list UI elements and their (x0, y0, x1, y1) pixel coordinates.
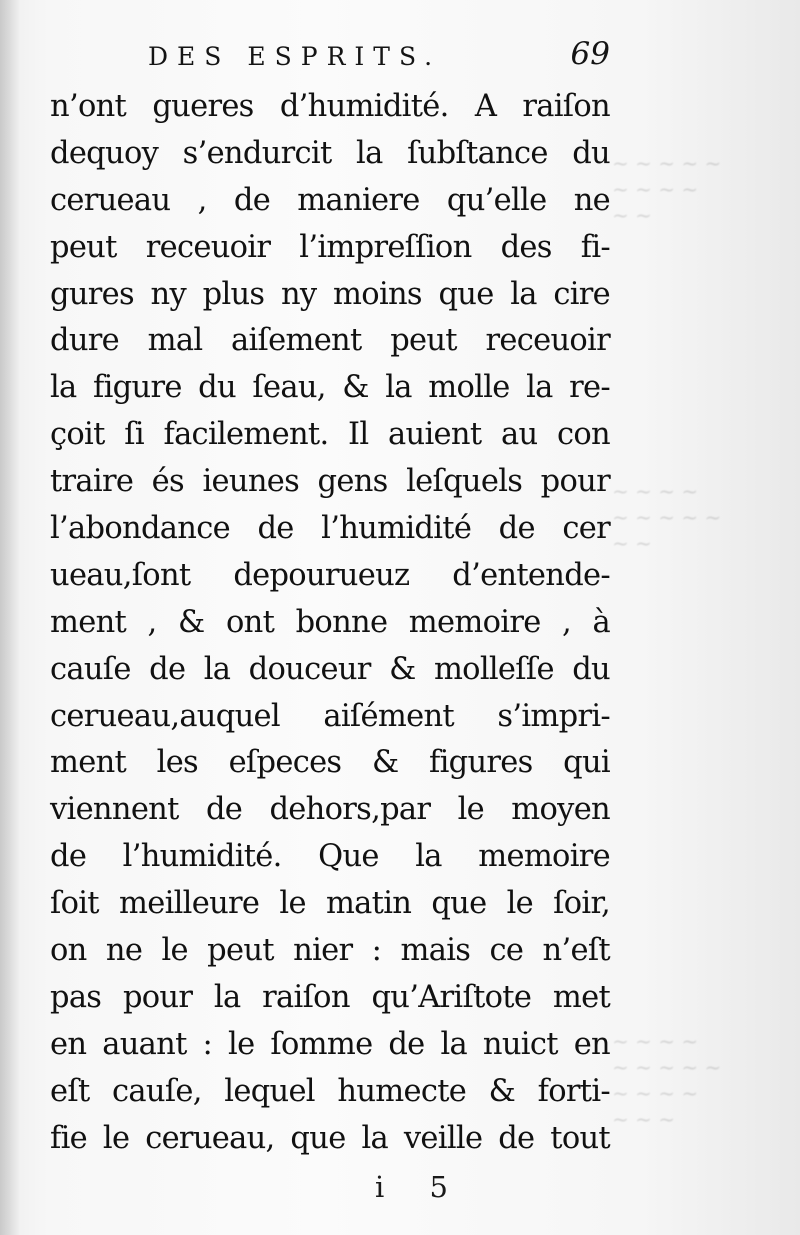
page-number: 69 (570, 36, 610, 72)
text-line: çoit ſi facilement. Il auient au con (50, 417, 610, 453)
text-line: gures ny plus ny moins que la cire (50, 276, 610, 312)
show-through-text: ~ ~ ~ ~ ~ ~ ~ ~ ~ ~ ~ ~ ~ ~ ~ ~ (612, 1029, 722, 1131)
body-text (50, 84, 610, 1162)
text-line: ment les eſpeces & figures qui (50, 745, 610, 781)
text-line: n’ont gueres d’humidité. A raiſon (50, 89, 610, 124)
signature-mark: i 5 (375, 1170, 466, 1204)
text-line: ment , & ont bonne memoire , à (50, 604, 610, 640)
show-through-text: ~ ~ ~ ~ ~ ~ ~ ~ ~ ~ ~ (612, 151, 722, 227)
text-line: en auant : le ſomme de la nuict en (50, 1026, 610, 1062)
text-line: l’abondance de l’humidité de cer (50, 511, 610, 547)
show-through-text: ~ ~ ~ ~ ~ ~ ~ ~ ~ ~ ~ (612, 479, 722, 555)
text-line: cerueau,auquel aiſément s’impri- (50, 698, 610, 734)
text-line: viennent de dehors,par le moyen (50, 792, 610, 828)
text-line: eſt cauſe, lequel humecte & forti- (50, 1073, 610, 1109)
text-line: traire és ieunes gens leſquels pour (50, 464, 610, 500)
text-line: cauſe de la douceur & molleſſe du (50, 651, 610, 687)
text-line: peut receuoir l’impreſſion des fi- (50, 229, 610, 265)
text-line: la figure du ſeau, & la molle la re- (50, 370, 610, 406)
text-line: ueau,ſont depourueuz d’entende- (50, 557, 610, 593)
text-line: dequoy s’endurcit la ſubſtance du (50, 135, 610, 171)
text-line: cerueau , de maniere qu’elle ne (50, 182, 610, 218)
text-line: on ne le peut nier : mais ce n’eſt (50, 933, 610, 969)
text-line: ſoit meilleure le matin que le ſoir, (50, 886, 610, 922)
text-line: de l’humidité. Que la memoire (50, 839, 610, 875)
text-line: fie le cerueau, que la veille de tout (50, 1120, 610, 1156)
text-line: dure mal aiſement peut receuoir (50, 323, 610, 359)
running-head (148, 32, 618, 84)
text-line: pas pour la raiſon qu’Ariſtote met (50, 979, 610, 1015)
running-title: DES ESPRITS. (148, 42, 442, 71)
